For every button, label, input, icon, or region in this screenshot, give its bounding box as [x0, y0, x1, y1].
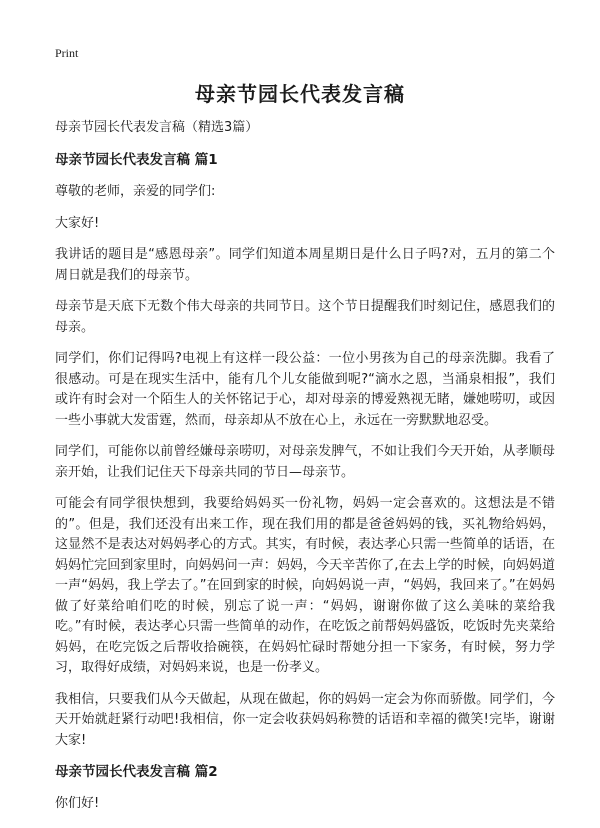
paragraph: 尊敬的老师，亲爱的同学们: — [55, 184, 216, 199]
document-subtitle: 母亲节园长代表发言稿（精选3篇） — [55, 120, 259, 135]
paragraph: 同学们，可能你以前曾经嫌母亲唠叨，对母亲发脾气，不如让我们今天开始，从孝顺母亲开始，让我们记住天下母亲共同的节日—母亲节。 — [55, 444, 555, 480]
section-heading: 母亲节园长代表发言稿 篇2 — [55, 764, 218, 780]
paragraph: 可能会有同学很快想到，我要给妈妈买一份礼物，妈妈一定会喜欢的。这想法是不错的”。但是，我们还没有出来工作，现在我们用的都是爸爸妈妈的钱，买礼物给妈妈，这显然不是表达对妈妈孝心的方式。其实，有时候，表达孝心只需一些简单的话语，在妈妈忙完回到家里时，向妈妈问一声：妈妈，今天辛苦你了,在去上学的时候，向妈妈道一声“妈妈，我上学去了。”在回到家的时候，向妈妈说一声，“妈妈，我回来了。”在妈妈做了好菜给咱们吃的时候，别忘了说一声：“妈妈，谢谢你做了这么美味的菜给我吃。”有时候，表达孝心只需一些简单的动作，在吃饭之前帮妈妈盛饭，吃饭时先夹菜给妈妈，在吃完饭之后帮收拾碗筷，在妈妈忙碌时帮她分担一下家务，有时候，努力学习，取得好成绩，对妈妈来说，也是一份孝义。 — [55, 496, 555, 675]
paragraph: 大家好! — [55, 215, 100, 231]
print-label: Print — [55, 46, 79, 60]
paragraph: 同学们，你们记得吗?电视上有这样一段公益：一位小男孩为自己的母亲洗脚。我看了很感动。可是在现实生活中，能有几个儿女能做到呢?“滴水之恩，当涌泉相报”，我们或许有时会对一个陌生人的关怀铭记于心，却对母亲的博爱熟视无睹，嫌她唠叨，或因一些小事就大发雷霆，然而，母亲却从不放在心上，永远在一旁默默地忍受。 — [55, 351, 555, 428]
section-heading: 母亲节园长代表发言稿 篇1 — [55, 152, 218, 168]
paragraph: 我相信，只要我们从今天做起，从现在做起，你的妈妈一定会为你而骄傲。同学们，今天开始就赶紧行动吧!我相信，你一定会收获妈妈称赞的话语和幸福的微笑!完毕，谢谢大家! — [55, 691, 555, 748]
document-title: 母亲节园长代表发言稿 — [195, 82, 405, 106]
paragraph: 你们好! — [55, 796, 100, 811]
paragraph: 我讲话的题目是“感恩母亲”。同学们知道本周星期日是什么日子吗?对，五月的第二个周日就是我们的母亲节。 — [55, 247, 555, 283]
paragraph: 母亲节是天底下无数个伟大母亲的共同节日。这个节日提醒我们时刻记住，感恩我们的母亲。 — [55, 299, 555, 335]
document-body — [55, 118, 555, 826]
